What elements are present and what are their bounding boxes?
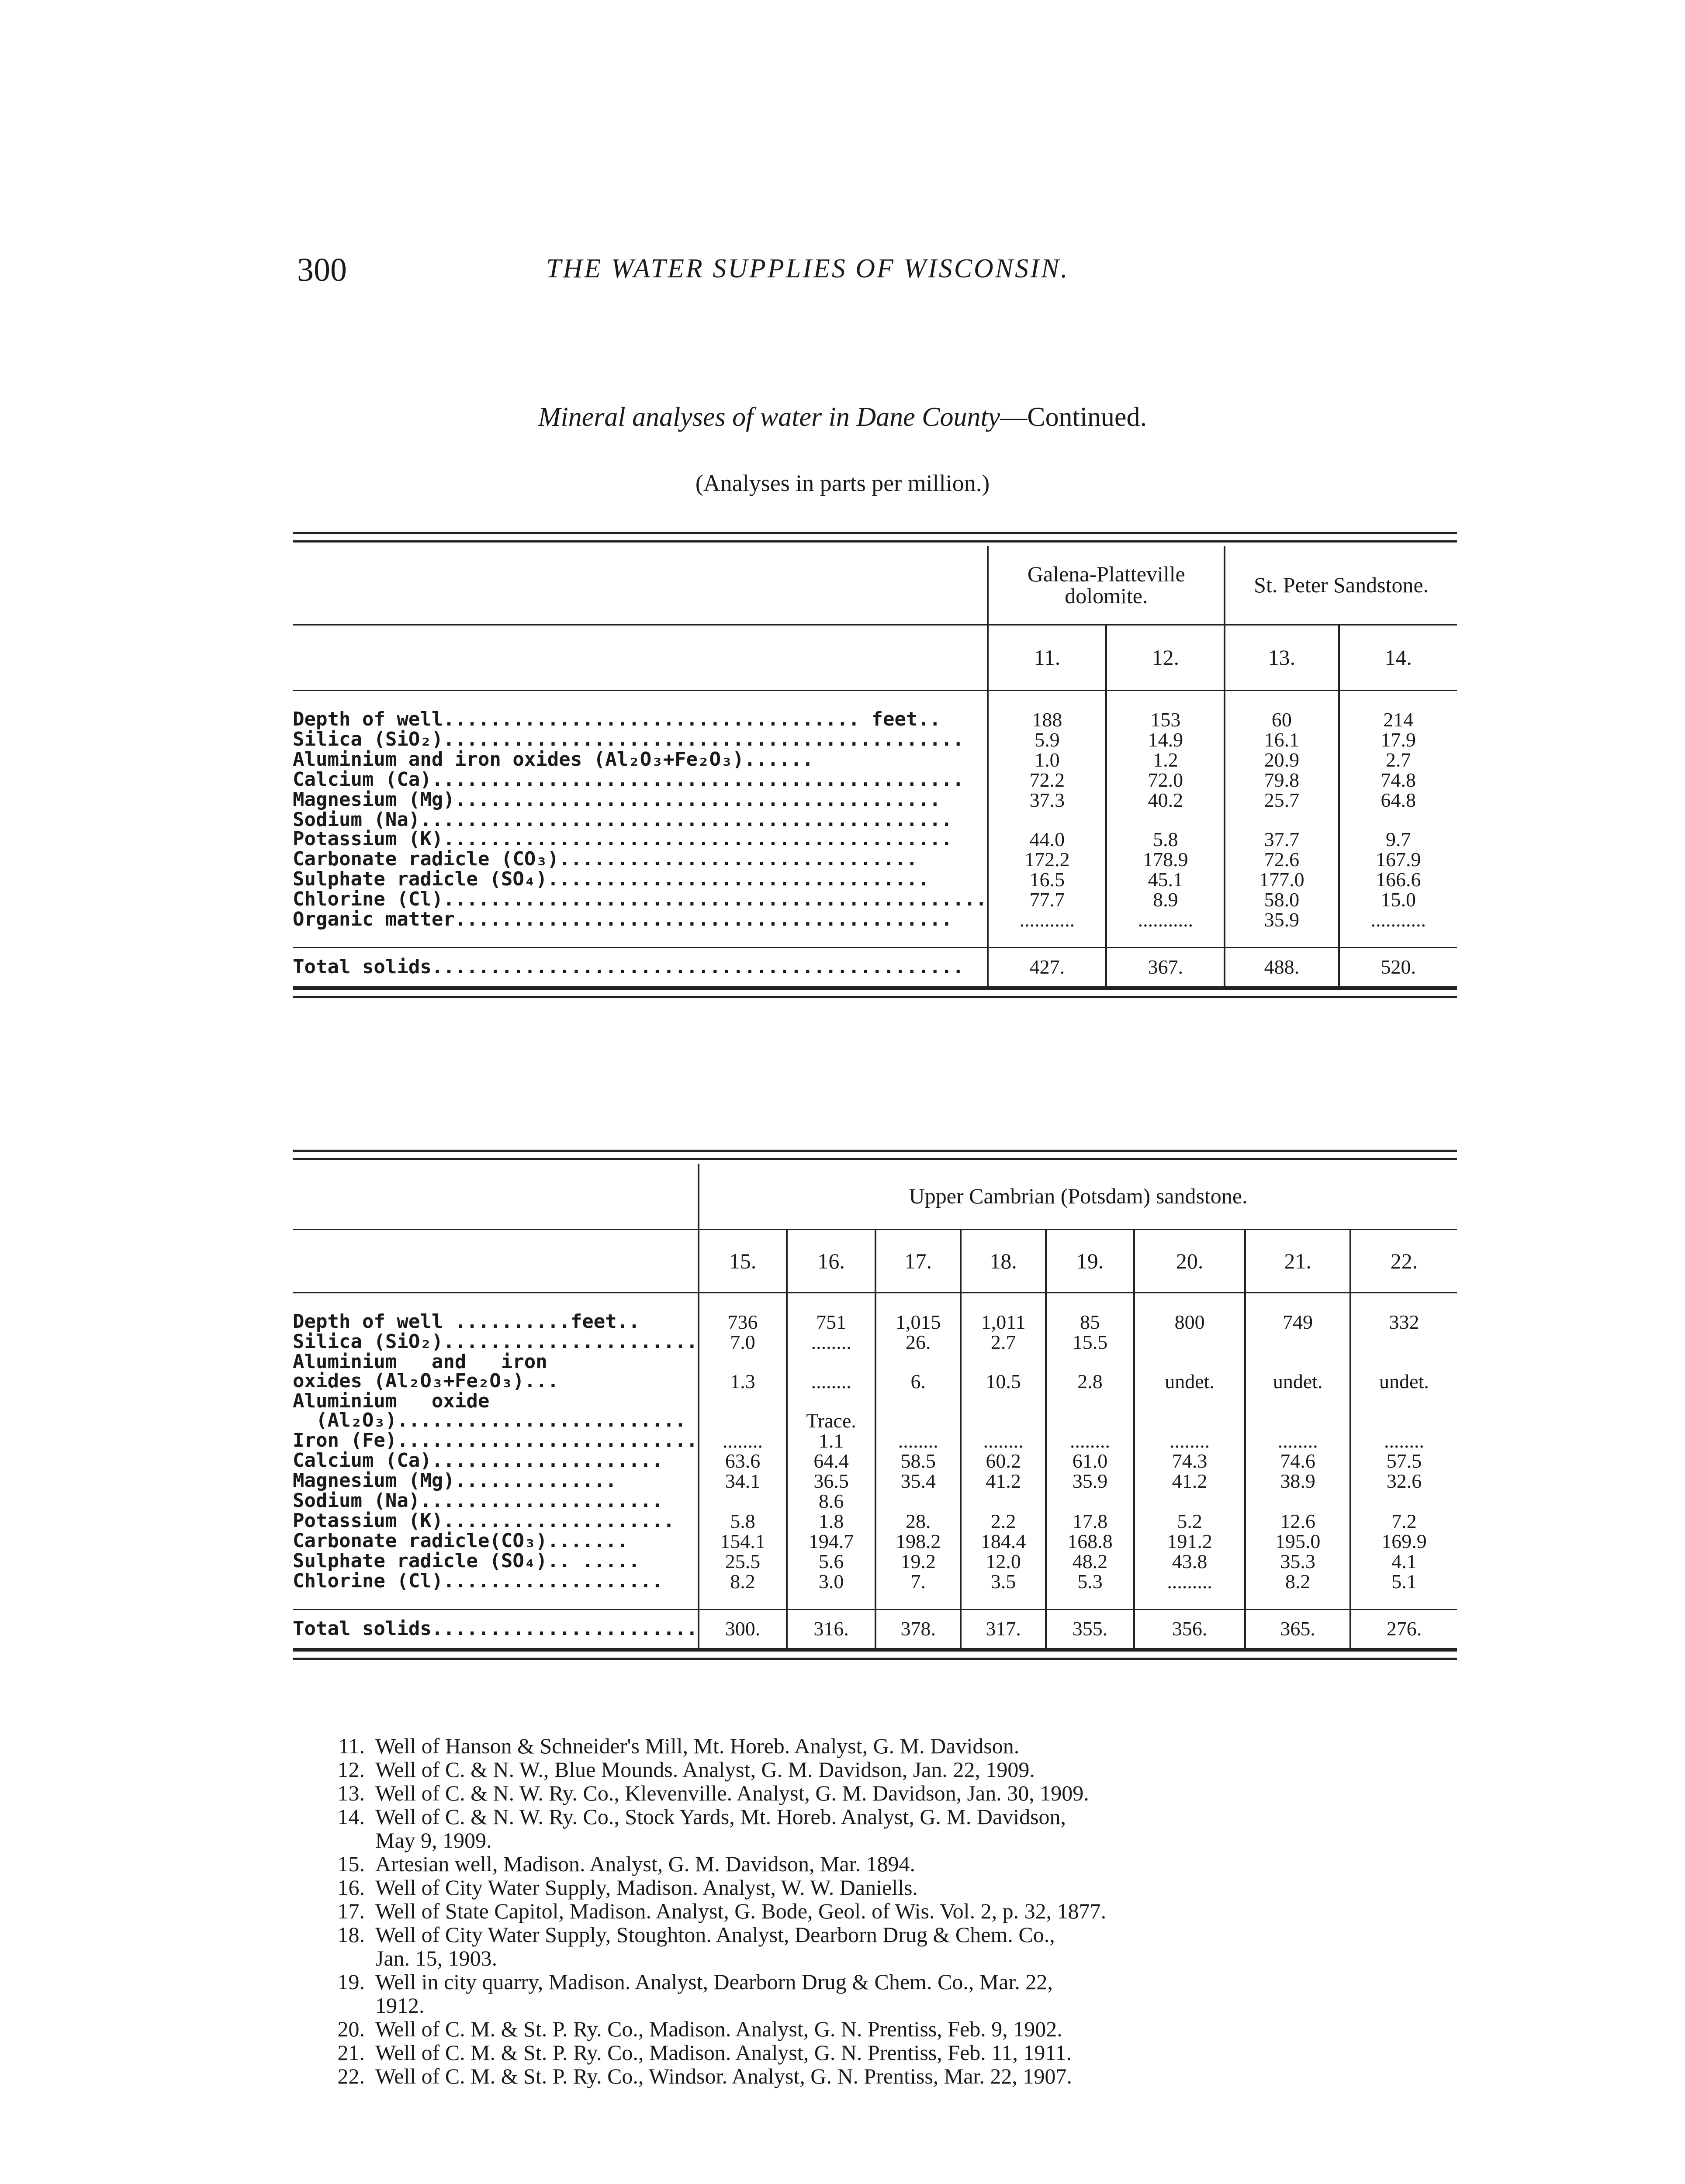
table-cell <box>1046 1352 1134 1372</box>
table-cell: ........ <box>699 1431 787 1451</box>
row-label: Organic matter........................................... <box>293 908 952 930</box>
table-cell: 37.3 <box>988 790 1106 810</box>
table-cell: 74.3 <box>1134 1451 1245 1471</box>
table-cell: 5.8 <box>1106 829 1225 850</box>
footnote-continuation: May 9, 1909. <box>375 1828 492 1852</box>
table-row <box>293 910 1457 930</box>
table-cell: 195.0 <box>1245 1531 1350 1552</box>
table-subcaption: (Analyses in parts per million.) <box>695 470 990 496</box>
table-cell: 85 <box>1046 1312 1134 1332</box>
table-cell: 57.5 <box>1350 1451 1457 1471</box>
table-cell: 61.0 <box>1046 1451 1134 1471</box>
table-row <box>293 1491 1457 1511</box>
footnote-item <box>306 1734 1106 1758</box>
table-cell: ........ <box>1046 1431 1134 1451</box>
table-cell: 12.0 <box>961 1552 1046 1572</box>
total-cell: 427. <box>988 947 1106 987</box>
table-cell: 72.6 <box>1225 850 1339 870</box>
footnote-item <box>306 1852 1106 1876</box>
table-cell: 800 <box>1134 1312 1245 1332</box>
table-cell: 8.2 <box>699 1572 787 1592</box>
table-cell: 35.9 <box>1225 910 1339 930</box>
table-row <box>293 850 1457 870</box>
table-cell <box>1245 1332 1350 1352</box>
footnote-item <box>306 1970 1106 1994</box>
row-label: Silica (SiO₂)...................... <box>293 1330 698 1353</box>
total-cell: 367. <box>1106 947 1225 987</box>
row-label: Magnesium (Mg).............. <box>293 1469 617 1492</box>
table-cell: 16.1 <box>1225 730 1339 750</box>
table-row <box>293 1431 1457 1451</box>
table-cell: 77.7 <box>988 890 1106 910</box>
table-cell: 41.2 <box>961 1471 1046 1491</box>
table-row <box>293 1531 1457 1552</box>
total-cell: 356. <box>1134 1609 1245 1648</box>
table-cell: 79.8 <box>1225 770 1339 790</box>
table-bottom-rule <box>293 988 1457 998</box>
table-cell <box>875 1392 961 1411</box>
table-row <box>293 1471 1457 1491</box>
table2-column-header: 20. <box>1134 1229 1245 1292</box>
total-row <box>293 1609 1457 1648</box>
row-label: Sulphate radicle (SO₄).. ..... <box>293 1550 640 1572</box>
table2-column-header: 18. <box>961 1229 1046 1292</box>
table-cell <box>875 1411 961 1431</box>
footnote-number: 19. <box>337 1970 365 1994</box>
caption-continued: —Continued. <box>1000 402 1147 432</box>
row-label: Calcium (Ca).................... <box>293 1449 663 1472</box>
table-row <box>293 1451 1457 1471</box>
table-cell: 1.1 <box>787 1431 875 1451</box>
table-cell: 17.8 <box>1046 1511 1134 1531</box>
table-cell: 169.9 <box>1350 1531 1457 1552</box>
table-cell <box>875 1352 961 1372</box>
table-cell: ........ <box>787 1332 875 1352</box>
table-cell: 1.3 <box>699 1372 787 1392</box>
table-cell: 2.8 <box>1046 1372 1134 1392</box>
table-cell: 64.8 <box>1339 790 1457 810</box>
table-cell: 60 <box>1225 710 1339 730</box>
table-cell <box>699 1392 787 1411</box>
row-label: Aluminium and iron oxides (Al₂O₃+Fe₂O₃)...... <box>293 748 814 771</box>
footnote-text: Well of Hanson & Schneider's Mill, Mt. Horeb. Analyst, G. M. Davidson. <box>375 1734 1020 1758</box>
table1-column-header: 13. <box>1225 625 1339 690</box>
total-cell: 365. <box>1245 1609 1350 1648</box>
table-cell: 7.2 <box>1350 1511 1457 1531</box>
table-row <box>293 810 1457 829</box>
table1-group-header: Galena-Platteville dolomite. <box>988 546 1225 625</box>
table-cell: 72.0 <box>1106 770 1225 790</box>
footnote-number: 17. <box>337 1899 365 1923</box>
footnote-text: Well of C. M. & St. P. Ry. Co., Madison. Analyst, G. N. Prentiss, Feb. 9, 1902. <box>375 2017 1062 2041</box>
total-cell: 488. <box>1225 947 1339 987</box>
row-label: Chlorine (Cl)................... <box>293 1570 663 1592</box>
table-cell <box>1350 1392 1457 1411</box>
table-cell: 191.2 <box>1134 1531 1245 1552</box>
table-cell: 154.1 <box>699 1531 787 1552</box>
footnote-text: Well in city quarry, Madison. Analyst, Dearborn Drug & Chem. Co., Mar. 22, <box>375 1970 1053 1994</box>
table-cell <box>699 1352 787 1372</box>
row-label: Potassium (K)............................................ <box>293 828 952 850</box>
table-cell <box>1245 1392 1350 1411</box>
footnote-text: Well of C. & N. W. Ry. Co., Klevenville. Analyst, G. M. Davidson, Jan. 30, 1909. <box>375 1781 1089 1805</box>
footnote-item <box>306 1876 1106 1899</box>
table-cell: 166.6 <box>1339 870 1457 890</box>
table-cell <box>1350 1352 1457 1372</box>
row-label: Chlorine (Cl)............................................... <box>293 888 987 910</box>
footnote-text: Well of City Water Supply, Stoughton. Analyst, Dearborn Drug & Chem. Co., <box>375 1922 1055 1947</box>
table-cell: 4.1 <box>1350 1552 1457 1572</box>
row-label: oxides (Al₂O₃+Fe₂O₃)... <box>293 1370 559 1392</box>
table-cell <box>1134 1392 1245 1411</box>
footnote-text: Well of C. & N. W. Ry. Co., Stock Yards, Mt. Horeb. Analyst, G. M. Davidson, <box>375 1804 1066 1829</box>
table-cell <box>699 1491 787 1511</box>
table-cell: 35.4 <box>875 1471 961 1491</box>
table-row <box>293 1511 1457 1531</box>
footnote-number: 21. <box>337 2040 365 2065</box>
table2 <box>293 1164 1457 1660</box>
table-cell: 5.1 <box>1350 1572 1457 1592</box>
table2-top-rule <box>293 1150 1457 1160</box>
total-cell: 316. <box>787 1609 875 1648</box>
footnote-item <box>306 1923 1106 1946</box>
footnote-item <box>306 2064 1106 2088</box>
footnote-number: 20. <box>337 2017 365 2041</box>
footnote-text: Well of C. & N. W., Blue Mounds. Analyst, G. M. Davidson, Jan. 22, 1909. <box>375 1757 1035 1782</box>
row-label: Magnesium (Mg).......................................... <box>293 788 941 811</box>
row-label: Carbonate radicle (CO₃)............................... <box>293 848 918 870</box>
total-cell: 317. <box>961 1609 1046 1648</box>
footnote-number: 15. <box>337 1852 365 1876</box>
table-cell: ........ <box>787 1372 875 1392</box>
table-row <box>293 750 1457 770</box>
total-cell: 276. <box>1350 1609 1457 1648</box>
table-cell: 3.0 <box>787 1572 875 1592</box>
table-cell: 1,015 <box>875 1312 961 1332</box>
footnote-text: Artesian well, Madison. Analyst, G. M. Davidson, Mar. 1894. <box>375 1852 916 1876</box>
table-cell: ........... <box>988 910 1106 930</box>
table-cell: 198.2 <box>875 1531 961 1552</box>
table-cell: 15.5 <box>1046 1332 1134 1352</box>
total-row <box>293 947 1457 987</box>
footnote-item <box>306 1805 1106 1828</box>
table-cell <box>988 810 1106 829</box>
table-cell: 17.9 <box>1339 730 1457 750</box>
table-cell: 41.2 <box>1134 1471 1245 1491</box>
table-row <box>293 1392 1457 1411</box>
table-row <box>293 710 1457 730</box>
table1-group-header: St. Peter Sandstone. <box>1225 546 1457 625</box>
row-label: Calcium (Ca).............................................. <box>293 768 964 791</box>
table-cell <box>1046 1491 1134 1511</box>
total-cell: 355. <box>1046 1609 1134 1648</box>
total-cell: 378. <box>875 1609 961 1648</box>
footnote-item <box>306 2017 1106 2041</box>
table-cell <box>1245 1411 1350 1431</box>
footnote-text: Well of C. M. & St. P. Ry. Co., Windsor. Analyst, G. N. Prentiss, Mar. 22, 1907. <box>375 2064 1072 2088</box>
table-cell: 35.9 <box>1046 1471 1134 1491</box>
table-cell: 5.9 <box>988 730 1106 750</box>
table-cell: 5.3 <box>1046 1572 1134 1592</box>
table-row <box>293 1572 1457 1592</box>
row-label: Carbonate radicle(CO₃)....... <box>293 1530 629 1552</box>
table-cell <box>1339 810 1457 829</box>
table2-column-header: 16. <box>787 1229 875 1292</box>
table1-top-rule <box>293 532 1457 543</box>
table-cell <box>1134 1332 1245 1352</box>
footnote-number: 16. <box>337 1875 365 1900</box>
table-cell: 20.9 <box>1225 750 1339 770</box>
table-cell: 5.6 <box>787 1552 875 1572</box>
table-cell: 3.5 <box>961 1572 1046 1592</box>
table-cell: 2.2 <box>961 1511 1046 1531</box>
total-cell: 520. <box>1339 947 1457 987</box>
table-cell: undet. <box>1134 1372 1245 1392</box>
table-cell: 172.2 <box>988 850 1106 870</box>
table-cell <box>1225 810 1339 829</box>
table-cell <box>787 1352 875 1372</box>
total-cell: 300. <box>699 1609 787 1648</box>
table-cell: 58.5 <box>875 1451 961 1471</box>
row-label: Aluminium and iron <box>293 1351 547 1373</box>
table-cell: 16.5 <box>988 870 1106 890</box>
table-cell: 63.6 <box>699 1451 787 1471</box>
table-cell: 25.7 <box>1225 790 1339 810</box>
row-label: Aluminium oxide <box>293 1390 490 1412</box>
table-cell: Trace. <box>787 1411 875 1431</box>
table-cell: 12.6 <box>1245 1511 1350 1531</box>
table2-column-header: 15. <box>699 1229 787 1292</box>
table-cell: ........ <box>1350 1431 1457 1451</box>
footnote-item <box>306 1758 1106 1781</box>
table-cell: ........... <box>1339 910 1457 930</box>
table-cell: undet. <box>1245 1372 1350 1392</box>
table-cell: 177.0 <box>1225 870 1339 890</box>
table2-group-header: Upper Cambrian (Potsdam) sandstone. <box>699 1164 1457 1229</box>
table-cell <box>961 1392 1046 1411</box>
table-cell: 5.8 <box>699 1511 787 1531</box>
table1-column-header: 14. <box>1339 625 1457 690</box>
footnote-number: 12. <box>337 1757 365 1782</box>
footnote-text: Well of City Water Supply, Madison. Analyst, W. W. Daniells. <box>375 1875 918 1900</box>
table-cell: 14.9 <box>1106 730 1225 750</box>
table-cell: 178.9 <box>1106 850 1225 870</box>
table-cell: 153 <box>1106 710 1225 730</box>
table-cell: 9.7 <box>1339 829 1457 850</box>
caption-title: Mineral analyses of water in Dane County <box>538 402 1000 432</box>
table-row <box>293 1332 1457 1352</box>
table-cell: ........ <box>1245 1431 1350 1451</box>
table-cell <box>1046 1392 1134 1411</box>
table2-column-header: 21. <box>1245 1229 1350 1292</box>
table-row <box>293 1552 1457 1572</box>
table-cell: 34.1 <box>699 1471 787 1491</box>
table-cell <box>961 1491 1046 1511</box>
table-cell: 72.2 <box>988 770 1106 790</box>
table-caption <box>0 402 1685 433</box>
table-row <box>293 770 1457 790</box>
table-cell: 64.4 <box>787 1451 875 1471</box>
table-cell: 751 <box>787 1312 875 1332</box>
footnote-number: 18. <box>337 1922 365 1947</box>
footnote-continuation: 1912. <box>375 1993 425 2018</box>
row-label: Depth of well ..........feet.. <box>293 1310 640 1333</box>
row-label: Depth of well.................................... feet.. <box>293 708 941 730</box>
table2-column-header: 17. <box>875 1229 961 1292</box>
footnote-item <box>306 2041 1106 2064</box>
table-cell: 332 <box>1350 1312 1457 1332</box>
table-cell: 6. <box>875 1372 961 1392</box>
table-cell <box>1245 1491 1350 1511</box>
table-cell: 736 <box>699 1312 787 1332</box>
table-row <box>293 730 1457 750</box>
table-cell: 7.0 <box>699 1332 787 1352</box>
footnote-number: 13. <box>337 1781 365 1805</box>
row-label: Sulphate radicle (SO₄)................................. <box>293 868 929 890</box>
running-head: THE WATER SUPPLIES OF WISCONSIN. <box>546 254 1069 283</box>
table-cell <box>1350 1491 1457 1511</box>
table-cell: 74.8 <box>1339 770 1457 790</box>
total-label: Total solids.............................................. <box>293 956 964 978</box>
footnote-number: 14. <box>337 1804 365 1829</box>
table-cell <box>961 1411 1046 1431</box>
table-cell <box>1134 1411 1245 1431</box>
table-cell: 60.2 <box>961 1451 1046 1471</box>
table-cell: 1.2 <box>1106 750 1225 770</box>
table-cell <box>961 1352 1046 1372</box>
row-label: Sodium (Na)..................... <box>293 1489 663 1512</box>
table-cell: ......... <box>1134 1572 1245 1592</box>
row-label: Potassium (K).................... <box>293 1510 675 1532</box>
table-cell <box>1245 1352 1350 1372</box>
table-cell: 1.8 <box>787 1511 875 1531</box>
table-cell <box>1106 810 1225 829</box>
table2-column-header: 19. <box>1046 1229 1134 1292</box>
table-cell <box>1350 1411 1457 1431</box>
footnote-number: 22. <box>337 2064 365 2088</box>
table-cell: 2.7 <box>961 1332 1046 1352</box>
row-label: Silica (SiO₂)............................................. <box>293 728 964 750</box>
table-cell: 1,011 <box>961 1312 1046 1332</box>
table1-column-header: 11. <box>988 625 1106 690</box>
footnotes <box>306 1734 1106 2088</box>
table-cell: 167.9 <box>1339 850 1457 870</box>
table-cell <box>1134 1352 1245 1372</box>
table-cell: 58.0 <box>1225 890 1339 910</box>
table-cell: ........... <box>1106 910 1225 930</box>
table-cell: undet. <box>1350 1372 1457 1392</box>
table-cell: 8.2 <box>1245 1572 1350 1592</box>
table-row <box>293 1372 1457 1392</box>
table-cell <box>1046 1411 1134 1431</box>
table-cell: 26. <box>875 1332 961 1352</box>
footnote-number: 11. <box>338 1734 365 1758</box>
table-cell: ........ <box>875 1431 961 1451</box>
table-cell: 40.2 <box>1106 790 1225 810</box>
table-row <box>293 790 1457 810</box>
table-cell: 7. <box>875 1572 961 1592</box>
table-cell: 28. <box>875 1511 961 1531</box>
table-cell: ........ <box>961 1431 1046 1451</box>
table-cell <box>787 1392 875 1411</box>
table-cell: 45.1 <box>1106 870 1225 890</box>
table-cell <box>1350 1332 1457 1352</box>
table-row <box>293 829 1457 850</box>
table-row <box>293 1312 1457 1332</box>
table2-column-header: 22. <box>1350 1229 1457 1292</box>
table-cell: 43.8 <box>1134 1552 1245 1572</box>
footnote-continuation: Jan. 15, 1903. <box>375 1946 498 1970</box>
table-cell <box>1134 1491 1245 1511</box>
total-label: Total solids....................... <box>293 1617 698 1640</box>
table-cell: 48.2 <box>1046 1552 1134 1572</box>
table-cell: ........ <box>1134 1431 1245 1451</box>
table-cell <box>699 1411 787 1431</box>
table-cell: 36.5 <box>787 1471 875 1491</box>
row-label: (Al₂O₃)......................... <box>293 1409 686 1431</box>
table-cell: 194.7 <box>787 1531 875 1552</box>
table-cell: 8.6 <box>787 1491 875 1511</box>
table-cell: 35.3 <box>1245 1552 1350 1572</box>
table-cell: 8.9 <box>1106 890 1225 910</box>
table-cell: 32.6 <box>1350 1471 1457 1491</box>
footnote-text: Well of State Capitol, Madison. Analyst, G. Bode, Geol. of Wis. Vol. 2, p. 32, 1877. <box>375 1899 1107 1923</box>
table-row <box>293 890 1457 910</box>
table-cell: 44.0 <box>988 829 1106 850</box>
table-cell: 74.6 <box>1245 1451 1350 1471</box>
table-cell: 168.8 <box>1046 1531 1134 1552</box>
table-cell <box>875 1491 961 1511</box>
table-cell: 19.2 <box>875 1552 961 1572</box>
table-row <box>293 1411 1457 1431</box>
table1-column-header: 12. <box>1106 625 1225 690</box>
table1 <box>293 546 1457 998</box>
table-cell: 37.7 <box>1225 829 1339 850</box>
table-cell: 214 <box>1339 710 1457 730</box>
table-cell: 749 <box>1245 1312 1350 1332</box>
table-cell: 2.7 <box>1339 750 1457 770</box>
table-cell: 5.2 <box>1134 1511 1245 1531</box>
footnote-item <box>306 1781 1106 1805</box>
table-bottom-rule <box>293 1649 1457 1660</box>
table-cell: 188 <box>988 710 1106 730</box>
row-label: Sodium (Na).............................................. <box>293 809 952 831</box>
table-cell: 25.5 <box>699 1552 787 1572</box>
table-row <box>293 1352 1457 1372</box>
page-number: 300 <box>297 252 347 288</box>
table-cell: 15.0 <box>1339 890 1457 910</box>
table-cell: 38.9 <box>1245 1471 1350 1491</box>
footnote-text: Well of C. M. & St. P. Ry. Co., Madison. Analyst, G. N. Prentiss, Feb. 11, 1911. <box>375 2040 1072 2065</box>
table-row <box>293 870 1457 890</box>
footnote-item <box>306 1899 1106 1923</box>
row-label: Iron (Fe).......................... <box>293 1429 698 1451</box>
table-cell: 184.4 <box>961 1531 1046 1552</box>
table-cell: 1.0 <box>988 750 1106 770</box>
table-cell: 10.5 <box>961 1372 1046 1392</box>
